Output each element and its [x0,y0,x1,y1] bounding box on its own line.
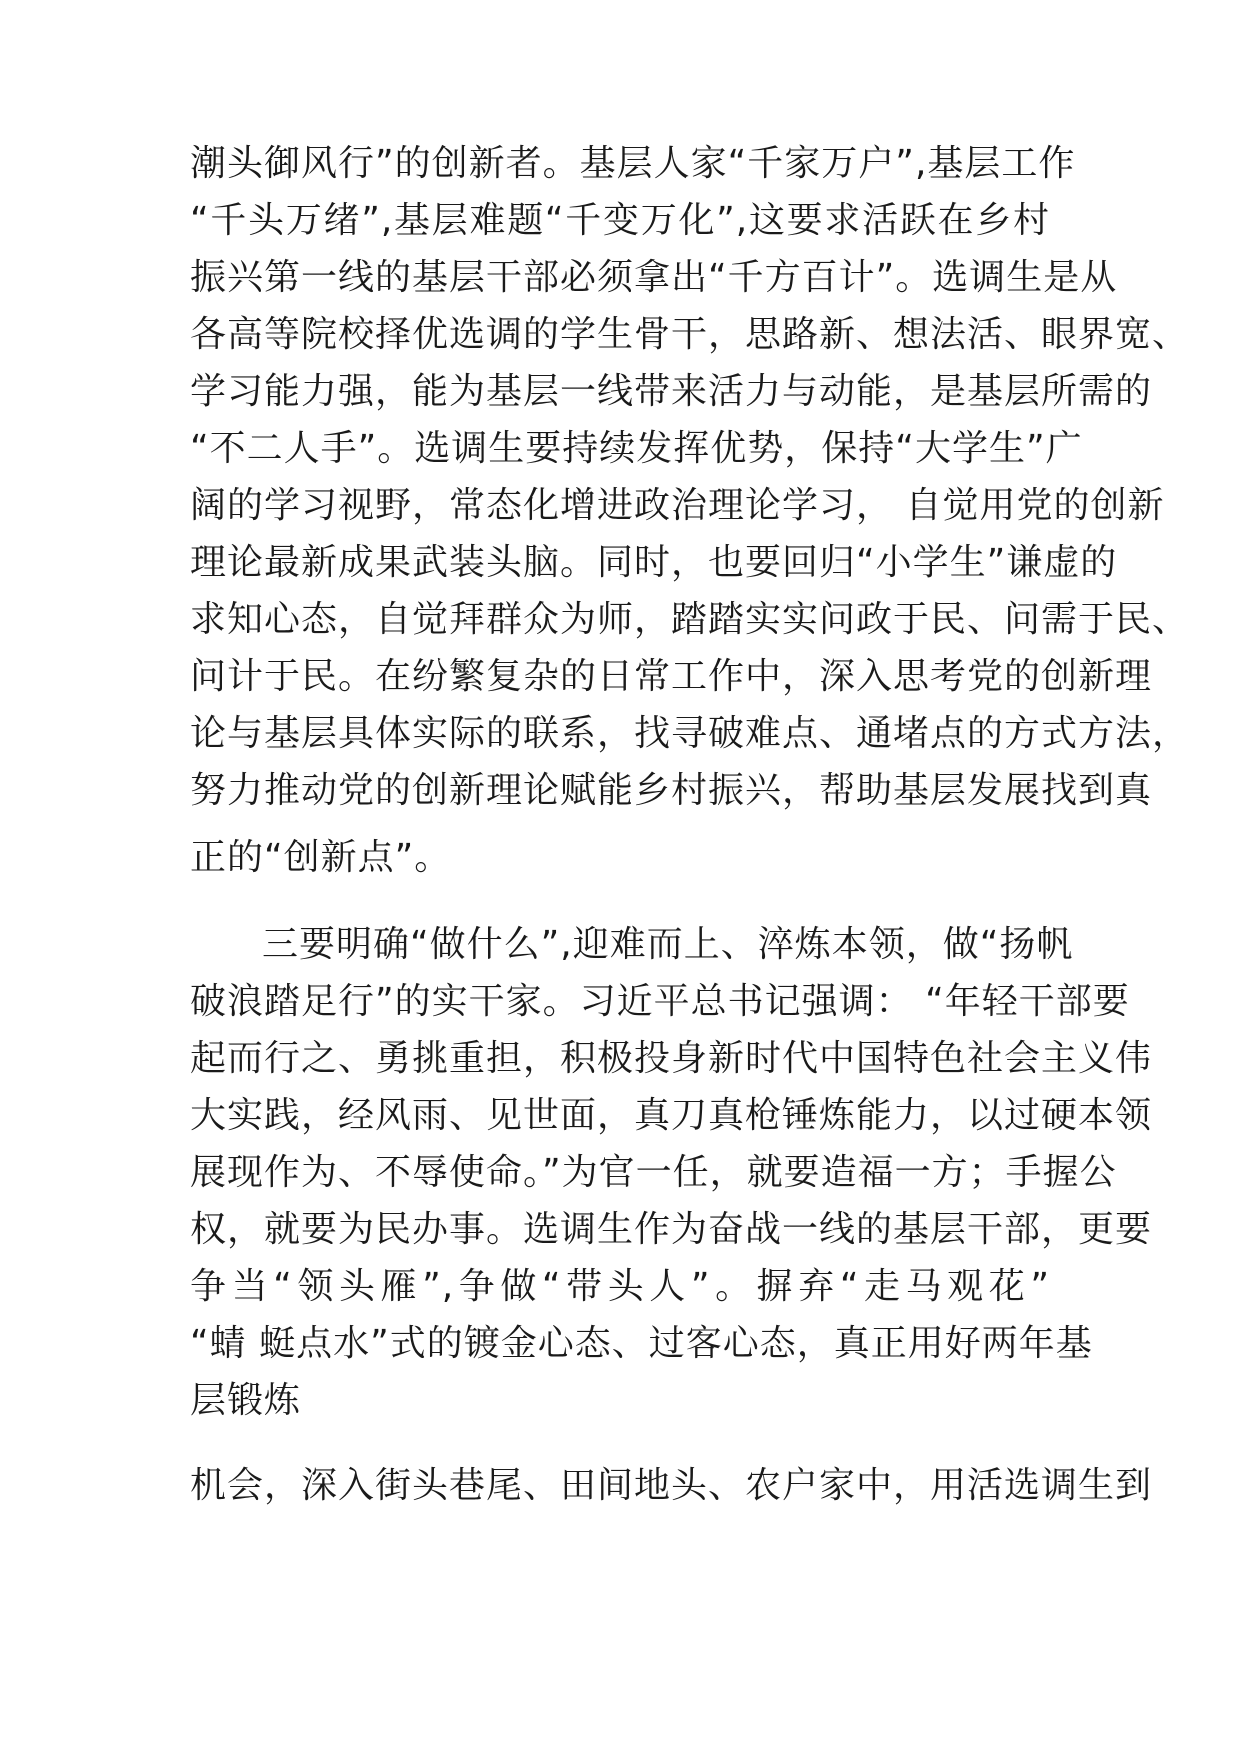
text-line: 问计于民。在纷繁复杂的日常工作中，深入思考党的创新理 [190,656,1153,697]
text-line: “蜻 蜓点水”式的镀金心态、过客心态，真正用好两年基 [190,1323,1093,1364]
text-line: 正的“创新点”。 [190,837,452,878]
text-line: 阔的学习视野，常态化增进政治理论学习， 自觉用党的创新 [190,485,1165,526]
text-line: 展现作为、不辱使命。”为官一任，就要造福一方；手握公 [190,1152,1117,1193]
text-line: 潮头御风行”的创新者。基层人家“千家万户”,基层工作 [190,143,1076,184]
text-line: “千头万绪”,基层难题“千变万化”,这要求活跃在乡村 [190,200,1050,241]
text-line: 权，就要为民办事。选调生作为奋战一线的基层干部，更要 [190,1209,1153,1250]
text-line: 求知心态，自觉拜群众为师，踏踏实实问政于民、问需于民、 [190,599,1190,640]
text-line: 机会，深入街头巷尾、田间地头、农户家中，用活选调生到 [190,1465,1153,1506]
text-line: 争当“领头雁”,争做“带头人”。摒弃“走马观花” [190,1266,1050,1307]
text-line: 理论最新成果武装头脑。同时，也要回归“小学生”谦虚的 [190,542,1118,583]
text-line: 论与基层具体实际的联系，找寻破难点、通堵点的方式方法， [190,713,1190,754]
paragraph-first-line: 三要明确“做什么”,迎难而上、淬炼本领，做“扬帆 [262,924,1074,965]
text-line: 振兴第一线的基层干部必须拿出“千方百计”。选调生是从 [190,257,1118,298]
text-line: 努力推动党的创新理论赋能乡村振兴，帮助基层发展找到真 [190,770,1153,811]
text-line: 层锻炼 [190,1380,302,1421]
text-line: “不二人手”。选调生要持续发挥优势，保持“大学生”广 [190,428,1083,469]
text-line: 各高等院校择优选调的学生骨干，思路新、想法活、眼界宽、 [190,314,1190,355]
text-line: 大实践，经风雨、见世面，真刀真枪锤炼能力，以过硬本领 [190,1095,1153,1136]
text-line: 破浪踏足行”的实干家。习近平总书记强调： “年轻干部要 [190,981,1130,1022]
text-line: 学习能力强，能为基层一线带来活力与动能，是基层所需的 [190,371,1153,412]
text-line: 起而行之、勇挑重担，积极投身新时代中国特色社会主义伟 [190,1038,1153,1079]
